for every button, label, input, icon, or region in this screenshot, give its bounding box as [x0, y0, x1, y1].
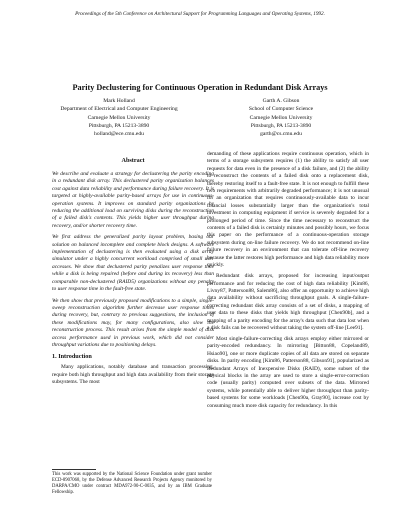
author-block-1	[44, 97, 194, 138]
body-paragraph: demanding of these applications require continuous operation, which in terms of a storage subsystem requires (1) the ability to satisfy all user requests for data even in the presence of a disk failure, and (2) the ability to reconstruct the contents of a failed disk onto a replacement disk, thereby restoring itself to a fault-free state. It is not enough to fulfill these two requirements with arbitrarily degraded performance; it is not unusual for an organization that requires continuously-available data to incur financial losses substantially larger than the organization's total investment in computing equipment if service is severely degraded for a prolonged period of time. Since the time necessary to reconstruct the contents of a failed disk is certainly minutes and possibly hours, we focus this paper on the performance of a continuous-operation storage subsystem during on-line failure recovery. We do not recommend on-line failure recovery in an environment that can tolerate off-line recovery because the latter restores high performance and high data reliability more quickly.	[207, 151, 369, 269]
author-city: Pittsburgh, PA 15213-3890	[250, 122, 312, 129]
body-paragraph: Many applications, notably database and transaction processing, require both high throughput and high data availability from their storage subsystems. The most	[52, 364, 214, 386]
abstract-body	[52, 171, 214, 349]
author-city: Pittsburgh, PA 15213-3890	[88, 122, 150, 129]
author-email: holland@ece.cmu.edu	[94, 131, 144, 138]
author-name: Garth A. Gibson	[262, 98, 300, 104]
introduction-body-left	[52, 364, 214, 386]
author-name: Mark Holland	[103, 98, 135, 104]
author-department: Department of Electrical and Computer Engineering	[60, 106, 178, 113]
body-paragraph: Redundant disk arrays, proposed for increasing input/output performance and for reducing the cost of high data reliability [Kim86, Livny87, Patterson88, Salem86], also offer an opportunity to achieve high data availability without sacrificing throughput goals. A single-failure-correcting redundant disk array consists of a set of disks, a mapping of user data to these disks that yields high throughput [Chen90b], and a mapping of a parity encoding for the array's data such that data lost when a disk fails can be recovered without taking the system off-line [Lee91].	[207, 273, 369, 331]
author-department: School of Computer Science	[248, 106, 314, 113]
abstract-paragraph: We then show that previously proposed modifications to a simple, single-sweep reconstruction algorithm further decrease user response times during recovery, but, contrary to previous suggestions, the inclusion of these modifications may, for many configurations, also slow the reconstruction process. This result arises from the simple model of disk access performance used in previous work, which did not consider throughput variations due to positioning delays.	[52, 297, 214, 348]
body-paragraph: Most single-failure-correcting disk arrays employ either mirrored or parity-encoded redundancy. In mirroring [Bitton88, Copeland89, Hsiao90], one or more duplicate copies of all data are stored on separate disks. In parity encoding [Kim86, Patterson88, Gibson91], popularized as Redundant Arrays of Inexpensive Disks (RAID), some subset of the physical blocks in the array are used to store a single-error-correction code (usually parity) computed over subsets of the data. Mirrored systems, while potentially able to deliver higher throughput than parity-based systems for some workloads [Chen90a, Gray90], increase cost by consuming much more disk capacity for redundancy. In this	[207, 335, 369, 409]
abstract-heading: Abstract	[121, 157, 145, 164]
author-block-2	[206, 97, 356, 138]
right-column	[207, 151, 369, 414]
abstract-paragraph: We first address the generalized parity layout problem, basing our solution on balanced incomplete and complete block designs. A software implementation of declustering is then evaluated using a disk array simulator under a highly concurrent workload comprised of small user accesses. We show that declustered parity penalizes user response time while a disk is being repaired (before and during its recovery) less than comparable non-declustered (RAID5) organizations without any penalty to user response time in the fault-free state.	[52, 234, 214, 293]
footnote-rule	[52, 469, 96, 470]
author-email: garth@cs.cmu.edu	[260, 131, 302, 138]
proceedings-header: Proceedings of the 5th Conference on Architectural Support for Programming Languages and Operating Systems, 1992.	[75, 11, 325, 17]
section-heading-introduction: 1. Introduction	[52, 353, 92, 361]
footnote	[52, 469, 212, 496]
abstract-paragraph: We describe and evaluate a strategy for declustering the parity encoding in a redundant disk array. This declustered parity organization balances cost against data reliability and performance during failure recovery. It is targeted at highly-available parity-based arrays for use in continuous-operation systems. It improves on standard parity organizations by reducing the additional load on surviving disks during the reconstruction of a failed disk's contents. This yields higher user throughput during recovery, and/or shorter recovery time.	[52, 171, 214, 229]
footnote-text: This work was supported by the National Science Foundation under grant number ECD-8907068, by the Defense Advanced Research Projects Agency monitored by DARPA/CMO under contract MDA972-90-C-0035, and by an IBM Graduate Fellowship.	[52, 471, 212, 495]
author-institution: Carnegie Mellon University	[249, 114, 313, 121]
paper-title: Parity Declustering for Continuous Operation in Redundant Disk Arrays	[72, 83, 328, 92]
left-column	[52, 151, 214, 390]
introduction-body-right	[207, 151, 369, 410]
author-institution: Carnegie Mellon University	[87, 114, 151, 121]
